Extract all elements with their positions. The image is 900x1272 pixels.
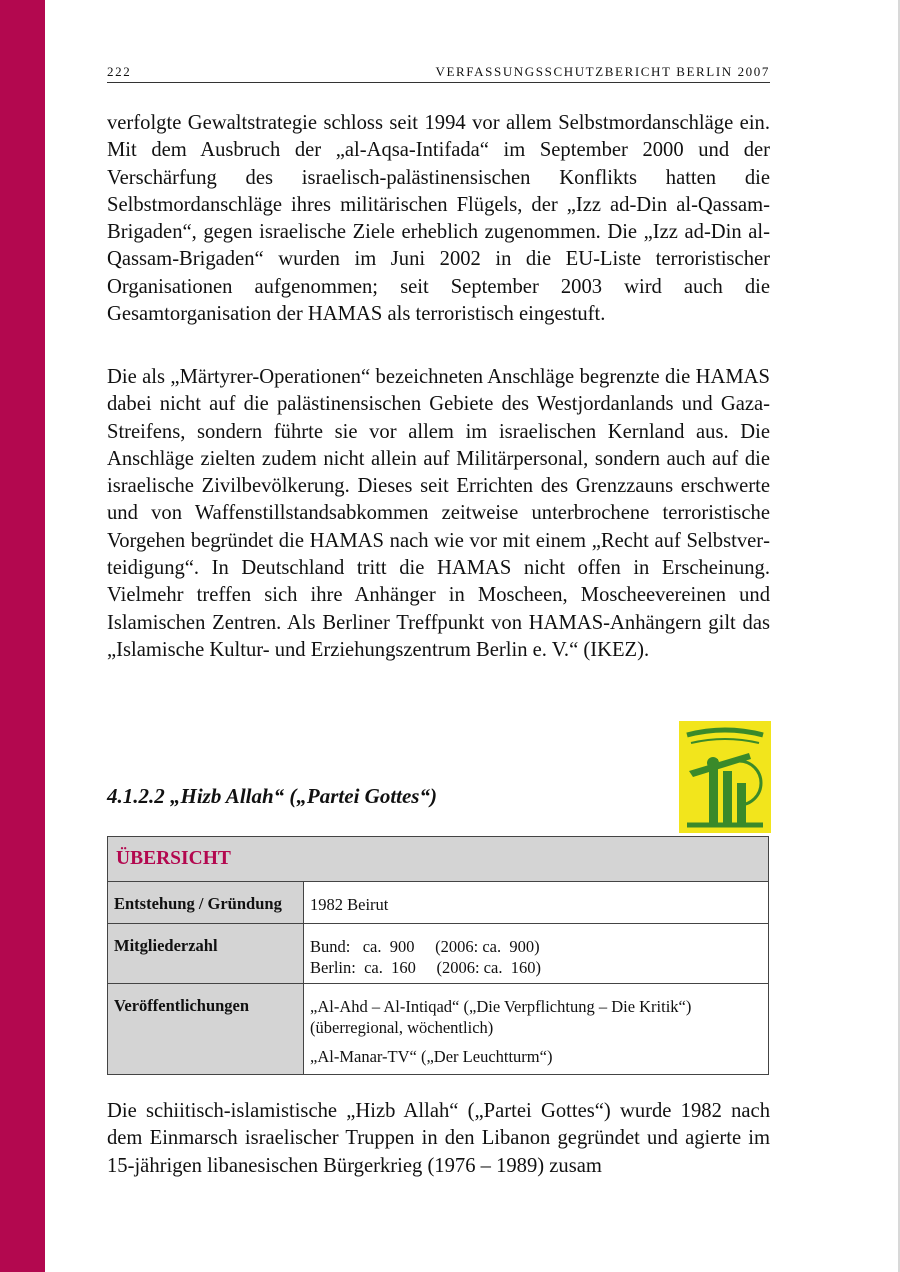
row-value — [304, 882, 769, 924]
body-paragraph: verfolgte Gewaltstrategie schloss seit 1994 vor allem Selbstmordanschläge ein. Mit dem Ausbruch der „al-Aqsa-Intifada“ im September 2000 und der Verschärfung des israelisch-palästinensischen Konflikts hatten die Selbstmordanschläge ihres militärischen Flügels, der „Izz ad-Din al-Qassam-Brigaden“, gegen israelische Ziele erheblich zugenommen. Die „Izz ad-Din al-Qassam-Brigaden“ wurden im Juni 2002 in die EU-Liste terroristischer Organisationen aufgenommen; seit September 2003 wird auch die Gesamtorganisation der HAMAS als terroristisch eingestuft. — [107, 112, 770, 326]
value-line: Bund: ca. 900 (2006: ca. 900) — [310, 937, 540, 956]
body-paragraph: Die als „Märtyrer-Operationen“ bezeichneten Anschläge begrenzte die HAMAS dabei nicht auf die palästinensischen Gebiete des Westjordanlands und Gaza-Streifens, sondern führte sie vor allem im israelischen Kernland aus. Die Anschläge zielten zudem nicht allein auf Militärpersonal, sondern auch auf die israelische Zivilbevölkerung. Dieses seit Errichten des Grenzzauns erschwerte und von Waffenstillstandsabkommen zeitweise unterbrochene terroristische Vorgehen begründet die HAMAS nach wie vor mit einem „Recht auf Selbstverteidigung“. In Deutschland tritt die HAMAS nicht offen in Erscheinung. Vielmehr treffen sich ihre Anhänger in Moscheen, Moscheevereinen und Islamischen Zentren. Als Berliner Treffpunkt von HAMAS-Anhängern gilt das „Islamische Kultur- und Erziehungszentrum Berlin e. V.“ (IKEZ). — [107, 366, 770, 661]
row-label: Veröffentlichungen — [108, 984, 304, 1075]
row-value — [304, 984, 769, 1075]
value-line: Berlin: ca. 160 (2006: ca. 160) — [310, 958, 541, 977]
value-line: (überregional, wöchentlich) — [310, 1018, 494, 1037]
running-header — [107, 62, 770, 83]
overview-title-row — [108, 837, 769, 882]
table-row — [108, 924, 769, 984]
section-heading: 4.1.2.2 „Hizb Allah“ („Partei Gottes“) — [107, 784, 437, 808]
page-edge-bar — [0, 0, 45, 1272]
running-title: VERFASSUNGSSCHUTZBERICHT BERLIN 2007 — [435, 64, 770, 79]
overview-title: ÜBERSICHT — [108, 837, 769, 882]
page-number: 222 — [107, 64, 132, 79]
value-line: „Al-Manar-TV“ („Der Leuchtturm“) — [310, 1047, 553, 1066]
row-value — [304, 924, 769, 984]
table-row — [108, 984, 769, 1075]
row-label: Mitgliederzahl — [108, 924, 304, 984]
hizb-allah-flag-image — [679, 721, 771, 833]
value-line: 1982 Beirut — [310, 895, 389, 914]
row-label: Entstehung / Gründung — [108, 882, 304, 924]
value-line: „Al-Ahd – Al-Intiqad“ („Die Verpflichtung – Die Kritik“) — [310, 997, 692, 1016]
table-row — [108, 882, 769, 924]
overview-table — [107, 836, 769, 1075]
body-paragraph: Die schiitisch-islamistische „Hizb Allah“ („Partei Gottes“) wurde 1982 nach dem Einmarsch israelischer Truppen in den Libanon gegründet und agierte im 15-jährigen libanesischen Bürgerkrieg (1976 – 1989) zusam — [107, 1100, 770, 1177]
